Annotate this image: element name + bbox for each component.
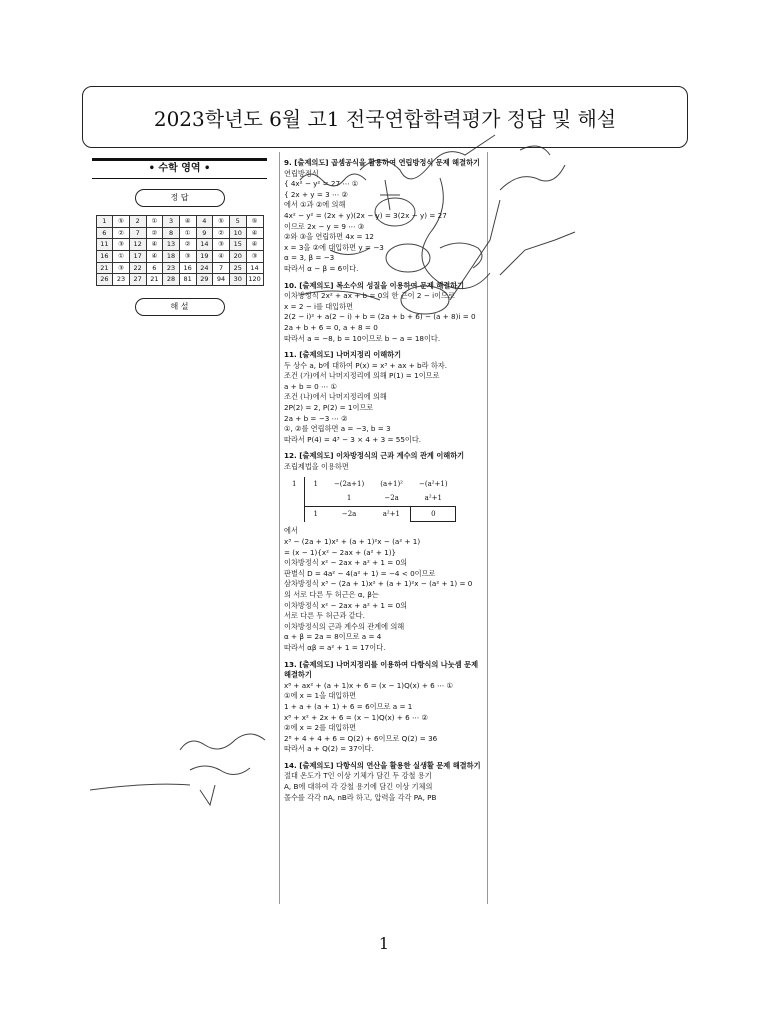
solution-line: x³ − (2a + 1)x² + (a + 1)²x − (a² + 1) (284, 537, 421, 546)
solution-line: α + β = 2a = 8이므로 a = 4 (284, 632, 382, 642)
question-number: 26 (96, 274, 113, 286)
answer-row (96, 239, 263, 251)
question-number: 6 (96, 227, 113, 239)
solution-line: 조건 (가)에서 나머지정리에 의해 P(1) = 1이므로 (284, 371, 440, 381)
question-number: 27 (129, 274, 146, 286)
answer-value: ② (179, 239, 196, 251)
question-number: 7 (129, 227, 146, 239)
question-number: 19 (196, 250, 213, 262)
answer-value: ④ (246, 239, 263, 251)
answer-value: ④ (246, 227, 263, 239)
synthetic-cell: −(2a+1) (333, 479, 365, 488)
section-title: • 수학 영역 • (92, 158, 267, 179)
solution-line: { 4x² − y² = 27 ⋯ ① (284, 179, 359, 189)
question-number: 21 (96, 262, 113, 274)
answer-value: ⑤ (213, 216, 230, 228)
question-number: 17 (129, 250, 146, 262)
solution-line: 연립방정식 (284, 168, 319, 178)
solution-line: 에서 (284, 526, 298, 536)
question-number: 30 (229, 274, 246, 286)
question-number: 10 (229, 227, 246, 239)
question-number: 23 (163, 262, 180, 274)
solution-block (284, 451, 484, 472)
answer-value: ③ (113, 239, 130, 251)
solution-line: α = 3, β = −3 (284, 253, 335, 263)
solution-line: 이차방정식 x² − 2ax + a² + 1 = 0의 (284, 558, 408, 568)
answer-value: 6 (146, 262, 163, 274)
question-number: 5 (229, 216, 246, 228)
question-number: 22 (129, 262, 146, 274)
answer-value: ④ (213, 250, 230, 262)
answer-value: 81 (179, 274, 196, 286)
answer-value: ① (146, 216, 163, 228)
solution-line: 두 상수 a, b에 대하여 P(x) = x³ + ax + b라 하자. (284, 360, 448, 370)
answer-row (96, 250, 263, 262)
synthetic-remainder: 0 (411, 506, 456, 522)
answer-value: ① (113, 250, 130, 262)
answer-value: ③ (179, 250, 196, 262)
synthetic-cell: −(a²+1) (418, 479, 448, 488)
question-number: 15 (229, 239, 246, 251)
solution-line: 삼차방정식 x³ − (2a + 1)x² + (a + 1)²x − (a² + 1) = 0 (284, 579, 473, 589)
solution-line: 서로 다른 두 허근과 같다. (284, 611, 365, 621)
solution-line: 절대 온도가 T인 이상 기체가 담긴 두 강철 용기 (284, 771, 432, 781)
solution-line: 2⁸ + 4 + 4 + 6 = Q(2) + 6이므로 Q(2) = 36 (284, 733, 438, 743)
synthetic-cell: 1 (292, 479, 297, 488)
synthetic-cell: 1 (346, 494, 352, 503)
scribble-stroke (180, 734, 265, 750)
answer-value: ③ (213, 239, 230, 251)
page-title-text: 2023학년도 6월 고1 전국연합학력평가 정답 및 해설 (153, 106, 617, 131)
synthetic-cell: (a+1)² (380, 479, 403, 488)
column-2-body (284, 158, 484, 473)
solution-line: 이차방정식 2x² + ax + b = 0의 한 근이 2 − i이므로 (284, 291, 455, 301)
solution-line: 따라서 P(4) = 4³ − 3 × 4 + 3 = 55이다. (284, 434, 422, 444)
solution-block (284, 350, 484, 445)
question-number: 29 (196, 274, 213, 286)
solution-line: ①, ②를 연립하면 a = −3, b = 3 (284, 424, 391, 434)
question-number: 9 (196, 227, 213, 239)
column-2-body-continued (284, 526, 484, 803)
solution-heading: 10. [출제의도] 복소수의 성질을 이용하여 문제 해결하기 (284, 280, 465, 290)
solution-heading: 11. [출제의도] 나머지정리 이해하기 (284, 350, 402, 360)
solution-line: 따라서 α − β = 6이다. (284, 263, 359, 273)
solution-block (284, 281, 484, 345)
answer-value: ⑤ (246, 216, 263, 228)
answer-value: 94 (213, 274, 230, 286)
solution-heading: 13. [출제의도] 나머지정리를 이용하여 다항식의 나눗셈 문제 해결하기 (284, 659, 479, 680)
solution-heading: 14. [출제의도] 다항식의 연산을 활용한 실생활 문제 해결하기 (284, 760, 481, 770)
solution-line: ②와 ③을 연립하면 4x = 12 (284, 232, 374, 242)
solution-line: 2(2 − i)² + a(2 − i) + b = (2a + b + 6) − (a + 8)i = 0 (284, 312, 476, 322)
answer-value: 23 (113, 274, 130, 286)
question-number: 13 (163, 239, 180, 251)
answers-label: 정 답 (135, 189, 225, 208)
question-number: 20 (229, 250, 246, 262)
solution-line: ②에 x = 2를 대입하면 (284, 723, 357, 733)
answer-row (96, 274, 263, 286)
answer-value: ② (213, 227, 230, 239)
answer-value: ② (146, 227, 163, 239)
solution-line: 2a + b = −3 ⋯ ② (284, 413, 348, 423)
answer-row (96, 216, 263, 228)
question-number: 3 (163, 216, 180, 228)
column-divider (279, 152, 280, 904)
column-divider (487, 152, 488, 904)
question-number: 2 (129, 216, 146, 228)
solution-line: 몰수를 각각 nA, nB라 하고, 압력을 각각 PA, PB (284, 792, 437, 802)
scribble-stroke (190, 766, 250, 775)
solution-line: 4x² − y² = (2x + y)(2x − y) = 3(2x − y) = 27 (284, 210, 447, 220)
answer-value: 16 (179, 262, 196, 274)
solution-line: 판별식 D = 4a² − 4(a² + 1) = −4 < 0이므로 (284, 568, 436, 578)
solution-line: 의 서로 다른 두 허근은 α, β는 (284, 589, 379, 599)
solution-line: 2P(2) = 2, P(2) = 1이므로 (284, 403, 374, 413)
scribble-stroke (500, 232, 575, 275)
answer-value: ① (179, 227, 196, 239)
solution-line: ①에 x = 1을 대입하면 (284, 691, 357, 701)
synthetic-cell: a²+1 (372, 506, 411, 522)
solution-line: x⁸ + ax² + (a + 1)x + 6 = (x − 1)Q(x) + 6 ⋯ ① (284, 680, 453, 690)
scribble-stroke (90, 784, 190, 790)
question-number: 11 (96, 239, 113, 251)
question-number: 12 (129, 239, 146, 251)
solution-line: { 2x + y = 3 ⋯ ② (284, 189, 348, 199)
solution-heading: 9. [출제의도] 곱셈공식을 활용하여 연립방정식 문제 해결하기 (284, 158, 480, 167)
question-number: 18 (163, 250, 180, 262)
solution-line: 2a + b + 6 = 0, a + 8 = 0 (284, 322, 378, 332)
solution-line: 1 + a + (a + 1) + 6 = 6이므로 a = 1 (284, 701, 413, 711)
answer-value: ④ (179, 216, 196, 228)
explanation-label: 해 설 (135, 298, 225, 317)
scribble-stroke (500, 165, 565, 190)
solution-line: 따라서 αβ = a² + 1 = 17이다. (284, 642, 386, 652)
answer-value: 120 (246, 274, 263, 286)
answer-value: ④ (146, 250, 163, 262)
solution-line: 이차방정식 x² − 2ax + a² + 1 = 0의 (284, 600, 408, 610)
question-number: 4 (196, 216, 213, 228)
synthetic-cell: 1 (305, 477, 326, 492)
solution-block (284, 526, 484, 653)
solution-line: a + b = 0 ⋯ ① (284, 381, 337, 391)
question-number: 28 (163, 274, 180, 286)
column-1 (82, 152, 277, 324)
answer-row (96, 262, 263, 274)
solution-block (284, 660, 484, 755)
solution-line: A, B에 대하여 각 강철 용기에 담긴 이상 기체의 (284, 782, 433, 792)
solution-line: x⁸ + x² + 2x + 6 = (x − 1)Q(x) + 6 ⋯ ② (284, 712, 428, 722)
answer-value: 7 (213, 262, 230, 274)
question-number: 25 (229, 262, 246, 274)
solution-line: 조립제법을 이용하면 (284, 462, 349, 472)
question-number: 8 (163, 227, 180, 239)
answer-table (96, 215, 264, 286)
answer-value: 14 (246, 262, 263, 274)
solution-line: 에서 ①과 ②에 의해 (284, 200, 346, 210)
solution-line: 따라서 a = −8, b = 10이므로 b − a = 18이다. (284, 333, 441, 343)
synthetic-cell: −2a (326, 506, 372, 522)
synthetic-cell: 1 (305, 506, 326, 522)
scribble-stroke (200, 785, 215, 805)
solution-line: 이므로 2x − y = 9 ⋯ ③ (284, 221, 365, 231)
answer-row (96, 227, 263, 239)
page-number: 1 (378, 934, 390, 953)
answer-value: ⑤ (113, 216, 130, 228)
question-number: 16 (96, 250, 113, 262)
solution-line: 이차방정식의 근과 계수의 관계에 의해 (284, 621, 405, 631)
solution-line: x = 2 − i를 대입하면 (284, 301, 354, 311)
answer-value: ③ (246, 250, 263, 262)
answer-value: 21 (146, 274, 163, 286)
synthetic-division (284, 477, 484, 523)
solution-line: x = 3을 ②에 대입하면 y = −3 (284, 242, 384, 252)
solution-block (284, 761, 484, 803)
solution-line: 조건 (나)에서 나머지정리에 의해 (284, 392, 387, 402)
synthetic-cell: a²+1 (424, 494, 442, 503)
answer-value: ③ (113, 262, 130, 274)
solution-line: = (x − 1){x² − 2ax + (a² + 1)} (284, 547, 397, 557)
question-number: 24 (196, 262, 213, 274)
synthetic-cell: −2a (384, 494, 399, 503)
solution-heading: 12. [출제의도] 이차방정식의 근과 계수의 관계 이해하기 (284, 451, 465, 461)
answer-value: ② (113, 227, 130, 239)
question-number: 14 (196, 239, 213, 251)
solution-block (284, 158, 484, 275)
page-title (82, 86, 688, 148)
column-2 (284, 152, 484, 803)
solution-line: 따라서 a + Q(2) = 37이다. (284, 744, 374, 754)
answer-value: ④ (146, 239, 163, 251)
question-number: 1 (96, 216, 113, 228)
